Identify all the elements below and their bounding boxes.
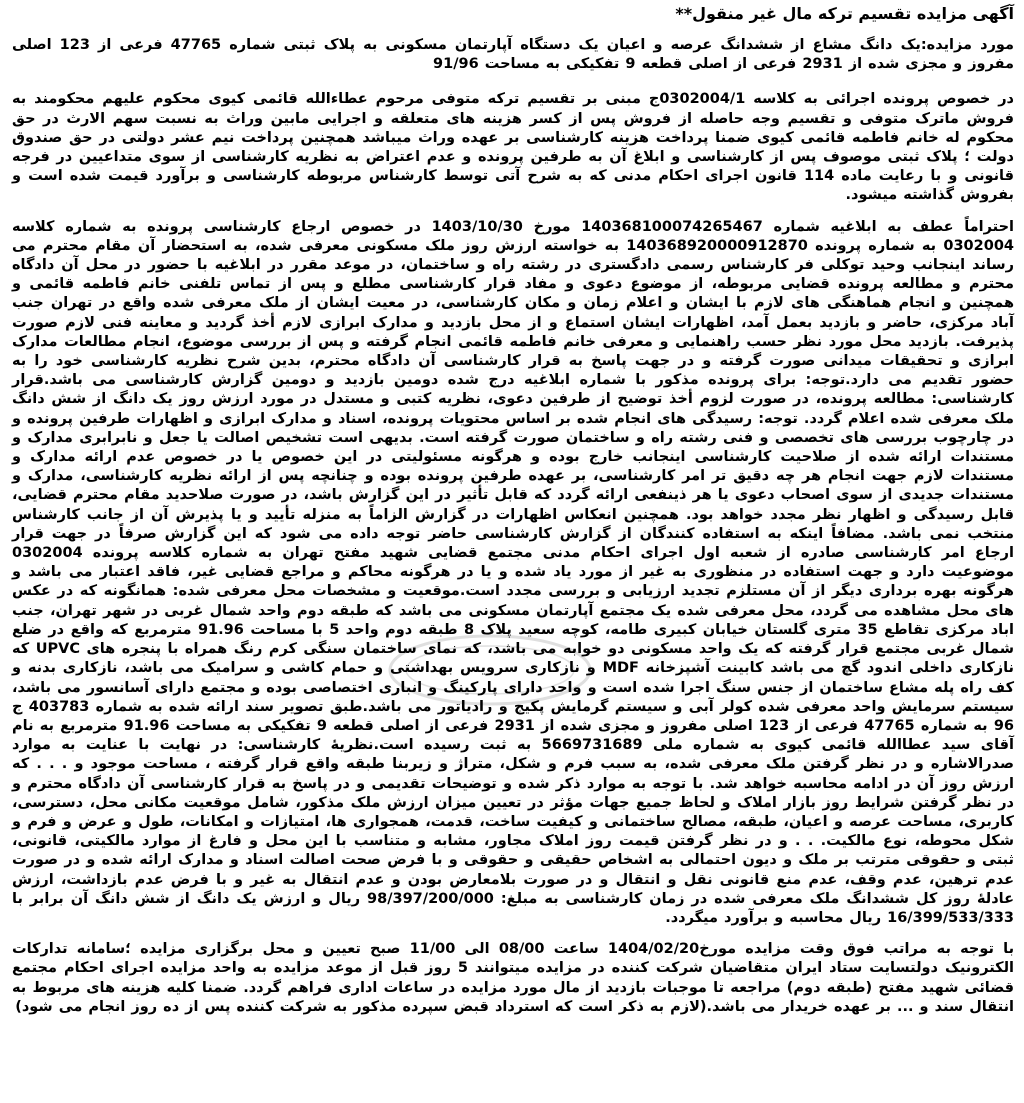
auction-terms-paragraph: با توجه به مراتب فوق وقت مزایده مورخ1404/02/20 ساعت 08/00 الی 11/00 صبح تعیین و محل برگزاری مزایده ؛سامانه تدارکات الکترونیک دولتسایت ستاد ایران متقاضیان شرکت کننده در مزایده میتوانند 5 روز قبل از موعد مزایده به واحد مزایده اجرای احکام مجتمع قضائی شهید مفتح (طبقه دوم) مراجعه تا موجبات بازدید از مال مورد مزایده در ساعات اداری فراهم گردد. ضمنا کلیه هزینه های مربوط به انتقال سند و ... بر عهده خریدار می باشد.(لازم به ذکر است که استرداد قبض سپرده مذکور به شرکت کننده پس از ده روز انجام می شود) bbox=[12, 941, 1015, 1015]
notice-title: آگهی مزایده تقسیم ترکه مال غیر منقول** bbox=[675, 4, 1014, 23]
auction-subject-paragraph: مورد مزایده:یک دانگ مشاع از ششدانگ عرصه و اعیان یک دستگاه آپارتمان مسکونی به پلاک ثبتی شماره 47765 فرعی از 123 اصلی مفروز و مجزی شده از 2931 فرعی از اصلی قطعه 9 تفکیکی به مساحت 91/96 bbox=[12, 37, 1014, 73]
expert-report-paragraph: احتراماً عطف به ابلاغیه شماره 140368100074265467 مورخ 1403/10/30 در خصوص ارجاع کارشناسی پرونده به شماره کلاسه 0302004 به شماره پرونده 140368920000912870 به خواسته ارزش روز ملک مسکونی معرفی شده، به استحضار آن مقام محترم می رساند اینجانب وحید توکلی فر کارشناس رسمی دادگستری در رشته راه و ساختمان، در موعد مقرر در ابلاغیه با حضور در محل آن دادگاه محترم و مطالعه پرونده قضایی مربوطه، از موضوع دعوی و مفاد قرار کارشناسی مطلع و پس از تماس تلفنی خانم فاطمه قائمی و همچنین و انجام هماهنگی های لازم با ایشان و اعلام زمان و مکان کارشناسی، در معیت ایشان از ملک معرفی شده واقع در تهران جنب آباد مرکزی، حاضر و بازدید بعمل آمد، اظهارات ایشان استماع و از محل بازدید و مدارک ابرازی لازم أخذ گردید و معاینه فنی لازم صورت پذیرفت. بازدید محل مورد نظر حسب راهنمایی و معرفی خانم فاطمه قائمی انجام گرفته و پس از بررسی موضوع، انجام مطالعات مدارک ابرازی و تحقیقات میدانی صورت گرفته و در جهت پاسخ به قرار کارشناسی آن دادگاه محترم، بدین شرح نظریه کارشناسی خود را به حضور تقدیم می دارد.توجه: برای پرونده مذکور با شماره ابلاغیه درج شده دومین بازدید و دومین گزارش کارشناسی می باشد.قرار کارشناسی: مطالعه پرونده، در صورت لزوم أخذ توضیح از طرفین دعوی، نظریه کتبی و مستدل در مورد ارزش روز یک دانگ از شش دانگ ملک معرفی شده اعلام گردد. توجه: رسیدگی های انجام شده بر اساس محتویات پرونده، اسناد و مدارک ابرازی و اظهارات طرفین پرونده و در چارچوب بررسی های تخصصی و فنی رشته راه و ساختمان صورت گرفته است. بدیهی است تشخیص اصالت یا جعل و نابرابری مدارک و مستندات ارائه شده از صلاحیت کارشناسی اینجانب خارج بوده و هرگونه مسئولیتی در این خصوص یا در خصوص عدم ارائه مدارک و مستندات لازم جهت انجام هر چه دقیق تر امر کارشناسی، بر عهده طرفین پرونده بوده و چنانچه پس از ارائه نظریه کارشناسی، مدارک و مستندات جدیدی از سوی اصحاب دعوی یا هر ذینفعی ارائه گردد که قابل تأثیر در این گزارش باشد، در صورت صلاحدید مقام محترم قضایی، قابل رسیدگی و اظهار نظر مجدد خواهد بود. همچنین انعکاس اظهارات در گزارش الزاماً به منزله تأیید و یا پذیرش آن از جانب کارشناس منتخب نمی باشد. مضافاً اینکه به استفاده کنندگان از گزارش کارشناسی حاضر توجه داده می شود که این گزارش صرفاً در جهت قرار ارجاع امر کارشناسی صادره از شعبه اول اجرای احکام مدنی مجتمع قضایی شهید مفتح تهران به شماره کلاسه پرونده 0302004 موضوعیت دارد و جهت استفاده در منظوری به غیر از مورد یاد شده و یا در هرگونه محاکم و مراجع قضایی غیر، فاقد اعتبار می باشد و هرگونه بهره برداری دیگر از آن مستلزم تجدید ارزیابی و بررسی مجدد است.موقعیت و مشخصات محل معرفی شده: همانگونه که در عکس های محل مشاهده می گردد، محل معرفی شده یک مجتمع آپارتمان مسکونی می باشد که طبقه دوم واحد شمال غربی در شهر تهران، جنب اباد مرکزی تقاطع 35 متری گلستان خیابان کبیری طامه، کوچه سعید پلاک 8 طبقه دوم واحد 5 با مساحت 91.96 مترمربع که واقع در ضلع شمال غربی مجتمع قرار گرفته که یک واحد مسکونی دو خوابه می باشد، که نمای ساختمان سنگی کرم رنگ همراه با پنجره های UPVC که نازکاری داخلی اندود گچ می باشد کابینت آشپزخانه MDF و نازکاری سرویس بهداشتی و حمام کاشی و سرامیک می باشد، نازکاری بدنه و کف راه پله مشاع ساختمان از جنس سنگ اجرا شده است و واحد دارای پارکینگ و انباری اختصاصی بوده و مجتمع دارای آسانسور می باشد، سیستم سرمایش واحد معرفی شده کولر آبی و سیستم گرمایش پکیج و رادیاتور می باشد.طبق تصویر سند ارائه شده به شماره 403783 ج 96 به شماره 47765 فرعی از 123 اصلی مفروز و مجزی شده از 2931 فرعی از اصلی قطعه 9 تفکیکی به مساحت 91.96 مترمربع به نام آقای سید عطاالله قائمی کیوی به شماره ملی 5669731689 به ثبت رسیده است.نظریهٔ کارشناسی: در نهایت با عنایت به موارد صدرالاشاره و در نظر گرفتن ملک معرفی شده، به سبب فرم و شکل، متراژ و زیربنا طبقه واقع قرار گرفته ، مساحت موجود و . . . که ارزش روز آن در ادامه محاسبه خواهد شد. با توجه به موارد ذکر شده و توضیحات تقدیمی و در پاسخ به قرار کارشناسی آن دادگاه محترم و در نظر گرفتن شرایط روز بازار املاک و لحاظ جمیع جهات مؤثر در تعیین میزان ارزش ملک مذکور، شامل موقعیت مکانی محل، دسترسی، کاربری، مساحت عرصه و اعیان، طبقه، مصالح ساختمانی و کیفیت ساخت، قدمت، همجواری ها، امتیازات و امکانات، طول و عرض و فرم و شکل محوطه، نوع مالکیت. . . و در نظر گرفتن قیمت روز املاک مجاور، مشابه و متناسب با این محل و فارغ از موارد مالکیتی، قانونی، ثبتی و حقوقی مترتب بر ملک و دیون احتمالی به اشخاص حقیقی و حقوقی و با فرض صحت اصالت اسناد و مدارک ارائه شده و در صورت عدم ترهین، عدم وقف، عدم منع قانونی نقل و انتقال و در صورت بلامعارض بودن و عدم انتقال به غیر و با فرض عدم بازداشت، ارزش عادلهٔ روز کل ششدانگ ملک معرفی شده در زمان کارشناسی به مبلغ: 98/397/200/000 ریال و ارزش یک دانگ از شش دانگ آن برابر با 16/399/533/333 ریال محاسبه و برآورد میگردد. bbox=[12, 218, 1014, 926]
case-intro-paragraph: در خصوص پرونده اجرائی به کلاسه 0302004/1ج مبنی بر تقسیم ترکه متوفی مرحوم عطاءالله قائمی کیوی محکوم علیهم محکومند به فروش ماترک متوفی و تقسیم وجه حاصله از فروش پس از کسر هزینه های متعلقه و اجرایی مابین وراث به نسبت سهم الارث در حق محکوم له خانم فاطمه قائمی کیوی ضمنا پرداخت هزینه کارشناسی بر عهده وراث میباشد همچنین پرداخت نیم عشر دولتی در حق صندوق دولت ؛ پلاک ثبتی موصوف پس از کارشناسی و ابلاغ آن به طرفین پرونده و عدم اعتراض به نظریه کارشناسی از سوی متداعیین در فرجه قانونی و با رعایت ماده 114 قانون اجرای احکام مدنی که به شرح آتی توسط کارشناس مربوطه کارشناسی و برآورد قیمت شده است و بفروش گذاشته میشود. bbox=[12, 91, 1014, 204]
